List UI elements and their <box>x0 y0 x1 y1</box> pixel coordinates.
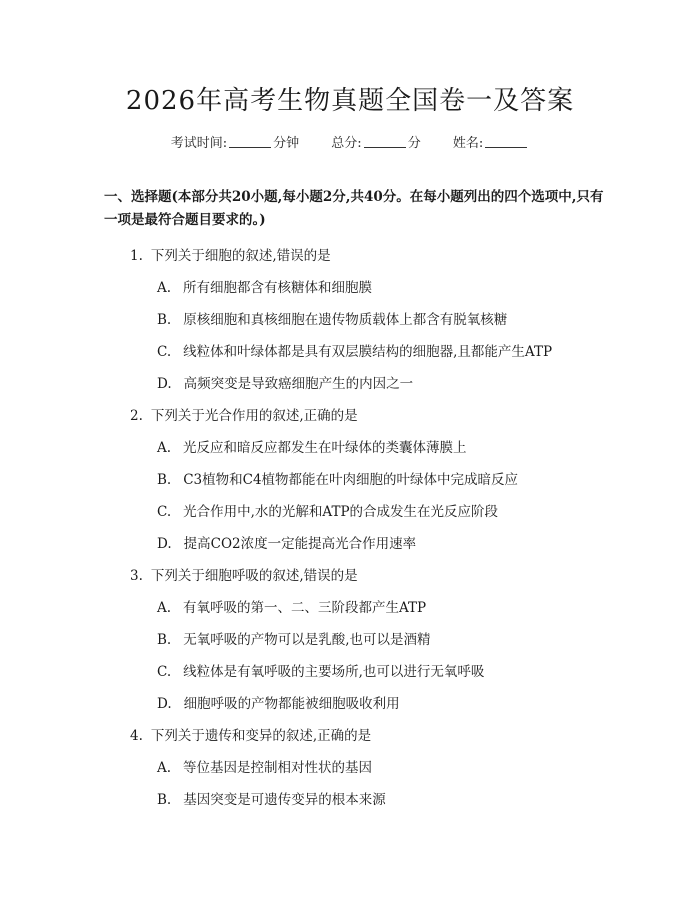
exam-time-blank <box>229 135 271 148</box>
question-2-option-d <box>157 532 416 552</box>
exam-time-label: 考试时间: <box>170 136 228 151</box>
option-letter: A. <box>157 440 172 456</box>
option-letter: A. <box>157 600 172 616</box>
question-2 <box>130 404 358 424</box>
option-text: 原核细胞和真核细胞在遗传物质载体上都含有脱氧核糖 <box>183 312 508 328</box>
exam-time-field <box>171 136 304 151</box>
question-3-option-c <box>157 660 484 680</box>
question-2-option-c <box>157 500 498 520</box>
option-letter: A. <box>157 280 172 296</box>
option-letter: B. <box>157 632 172 648</box>
option-letter: B. <box>157 312 172 328</box>
option-text: 提高CO2浓度一定能提高光合作用速率 <box>183 536 417 552</box>
option-letter: C. <box>157 344 172 360</box>
question-4-option-a <box>157 756 372 776</box>
option-text: 线粒体和叶绿体都是具有双层膜结构的细胞器,且都能产生ATP <box>183 344 553 360</box>
question-stem: 下列关于细胞呼吸的叙述,错误的是 <box>150 568 358 584</box>
question-3-option-b <box>157 628 431 648</box>
option-text: 所有细胞都含有核糖体和细胞膜 <box>183 280 373 296</box>
option-text: 等位基因是控制相对性状的基因 <box>183 760 373 776</box>
question-stem: 下列关于光合作用的叙述,正确的是 <box>150 408 358 424</box>
question-3 <box>130 564 358 584</box>
question-number: 4. <box>130 728 143 744</box>
question-3-option-d <box>157 692 400 712</box>
option-letter: B. <box>157 792 172 808</box>
question-stem: 下列关于遗传和变异的叙述,正确的是 <box>150 728 372 744</box>
question-4 <box>130 724 371 744</box>
question-stem: 下列关于细胞的叙述,错误的是 <box>150 248 331 264</box>
total-score-label: 总分: <box>331 136 362 151</box>
question-number: 3. <box>130 568 143 584</box>
question-2-option-b <box>157 468 518 488</box>
option-letter: D. <box>157 696 172 712</box>
question-4-option-b <box>157 788 386 808</box>
total-score-unit: 分 <box>407 136 421 151</box>
question-1-option-a <box>157 276 372 296</box>
exam-meta <box>0 132 700 151</box>
option-letter: C. <box>157 504 172 520</box>
page-title: 2026年高考生物真题全国卷一及答案 <box>125 86 575 116</box>
option-text: 线粒体是有氧呼吸的主要场所,也可以进行无氧呼吸 <box>183 664 485 680</box>
option-text: 高频突变是导致癌细胞产生的内因之一 <box>183 376 414 392</box>
total-score-blank <box>364 135 406 148</box>
option-text: C3植物和C4植物都能在叶肉细胞的叶绿体中完成暗反应 <box>183 472 519 488</box>
question-2-option-a <box>157 436 467 456</box>
question-1 <box>130 244 331 264</box>
option-letter: C. <box>157 664 172 680</box>
option-text: 有氧呼吸的第一、二、三阶段都产生ATP <box>183 600 427 616</box>
question-number: 2. <box>130 408 143 424</box>
option-letter: D. <box>157 536 172 552</box>
section-heading: 一、选择题(本部分共20小题,每小题2分,共40分。在每小题列出的四个选项中,只有一项是最符合题目要求的。) <box>104 189 604 228</box>
question-1-option-d <box>157 372 413 392</box>
question-1-option-b <box>157 308 507 328</box>
option-text: 基因突变是可遗传变异的根本来源 <box>183 792 386 808</box>
option-letter: B. <box>157 472 172 488</box>
option-text: 无氧呼吸的产物可以是乳酸,也可以是酒精 <box>183 632 431 648</box>
question-3-option-a <box>157 596 426 616</box>
option-text: 光合作用中,水的光解和ATP的合成发生在光反应阶段 <box>183 504 499 520</box>
option-text: 细胞呼吸的产物都能被细胞吸收利用 <box>183 696 400 712</box>
question-1-option-c <box>157 340 552 360</box>
exam-time-unit: 分钟 <box>273 136 300 151</box>
total-score-field <box>331 136 425 151</box>
student-name-blank <box>485 135 527 148</box>
option-text: 光反应和暗反应都发生在叶绿体的类囊体薄膜上 <box>183 440 467 456</box>
question-number: 1. <box>130 248 143 264</box>
student-name-label: 姓名: <box>452 136 484 151</box>
option-letter: D. <box>157 376 172 392</box>
option-letter: A. <box>157 760 172 776</box>
student-name-field <box>453 136 529 151</box>
